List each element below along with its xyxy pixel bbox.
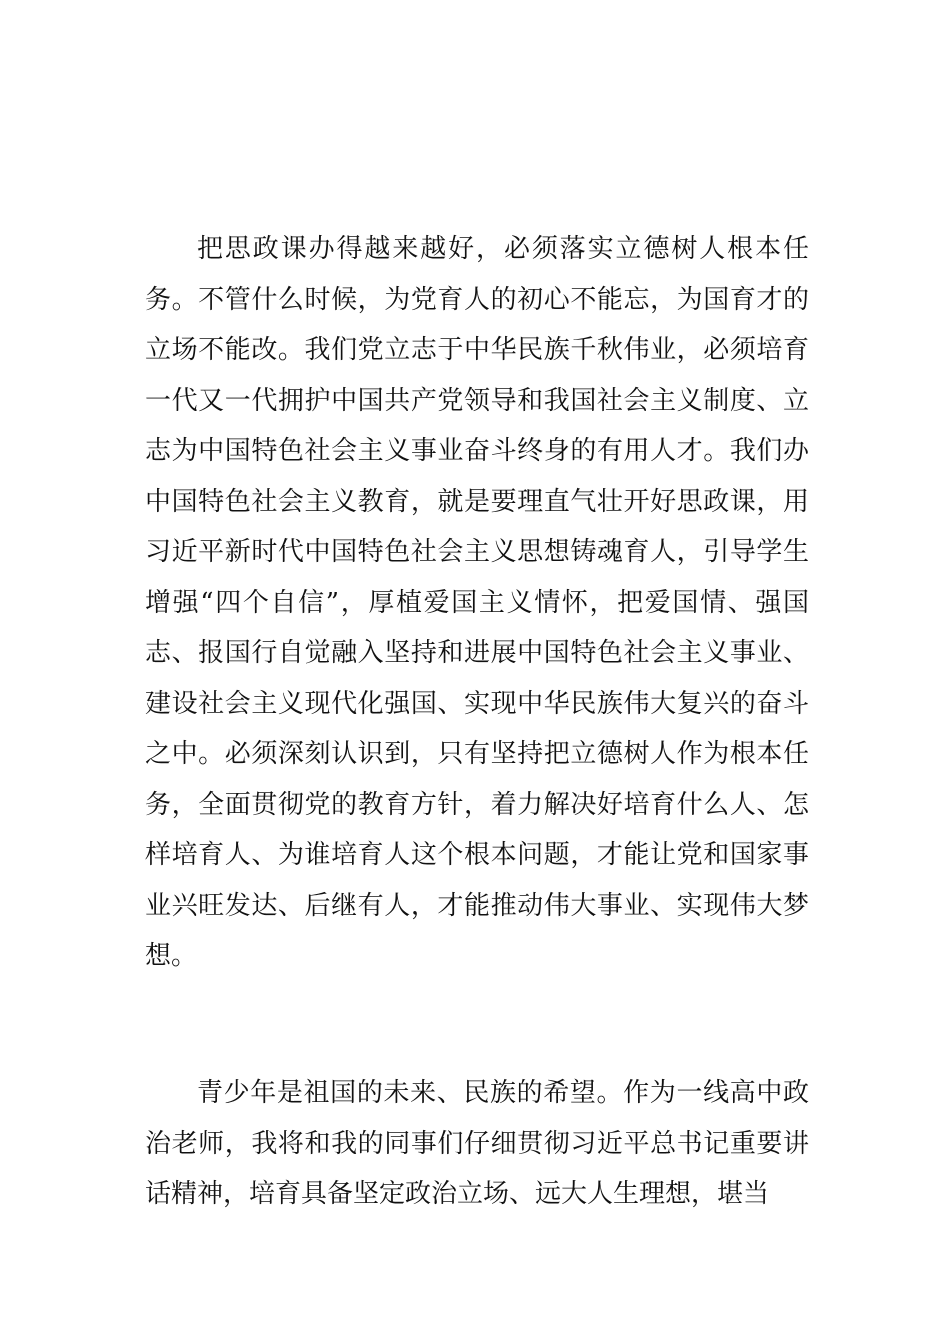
paragraph-1: 把思政课办得越来越好，必须落实立德树人根本任务。不管什么时候，为党育人的初心不能忘，为国育才的立场不能改。我们党立志于中华民族千秋伟业，必须培育一代又一代拥护中国共产党领导和我国社会主义制度、立志为中国特色社会主义事业奋斗终身的有用人才。我们办中国特色社会主义教育，就是要理直气壮开好思政课，用习近平新时代中国特色社会主义思想铸魂育人，引导学生增强“四个自信”，厚植爱国主义情怀，把爱国情、强国志、报国行自觉融入坚持和进展中国特色社会主义事业、建设社会主义现代化强国、实现中华民族伟大复兴的奋斗之中。必须深刻认识到，只有坚持把立德树人作为根本任务，全面贯彻党的教育方针，着力解决好培育什么人、怎样培育人、为谁培育人这个根本问题，才能让党和国家事业兴旺发达、后继有人，才能推动伟大事业、实现伟大梦想。 bbox=[145, 234, 809, 971]
paragraph-2: 青少年是祖国的未来、民族的希望。作为一线高中政治老师，我将和我的同事们仔细贯彻习近平总书记重要讲话精神，培育具备坚定政治立场、远大人生理想，堪当 bbox=[145, 1078, 809, 1209]
